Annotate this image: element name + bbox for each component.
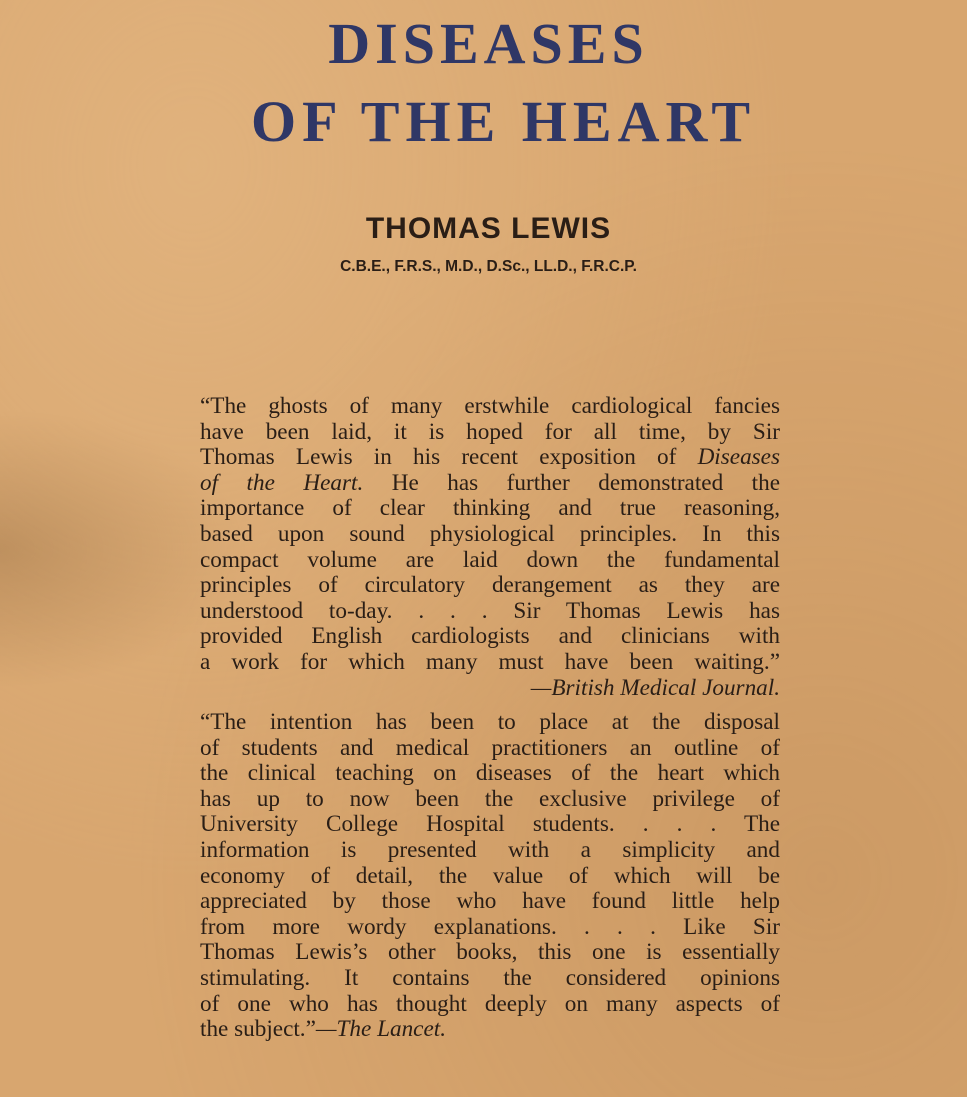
review-line: has up to now been the exclusive privilege of <box>200 785 780 812</box>
review-italic-title: Diseases <box>697 444 780 471</box>
review-line: stimulating. It contains the considered opinions <box>200 964 780 991</box>
review-italic-title: of the Heart. <box>200 469 364 496</box>
review-line: have been laid, it is hoped for all time, by Sir <box>200 418 780 445</box>
review-line: economy of detail, the value of which will be <box>200 862 780 889</box>
review-text: the subject.” <box>200 1016 316 1043</box>
review-source: —The Lancet. <box>315 1016 447 1043</box>
review-line: “The ghosts of many erstwhile cardiological fancies <box>200 393 780 419</box>
review-line: appreciated by those who have found little help <box>200 888 780 915</box>
review-line: the clinical teaching on diseases of the heart which <box>200 760 780 787</box>
review-line <box>200 445 780 471</box>
review-line: of students and medical practitioners an outline of <box>200 734 780 761</box>
review-source: —British Medical Journal. <box>530 674 780 701</box>
review-line: understood to-day. . . . Sir Thomas Lewis has <box>200 597 780 624</box>
review-line: importance of clear thinking and true reasoning, <box>200 495 780 522</box>
review-line: a work for which many must have been waiting.” <box>200 648 780 675</box>
review-line: based upon sound physiological principles. In this <box>200 520 780 547</box>
review-line: Thomas Lewis’s other books, this one is essentially <box>200 939 780 966</box>
review-line: information is presented with a simplicity and <box>200 836 780 863</box>
author-credentials: C.B.E., F.R.S., M.D., D.Sc., LL.D., F.R.C.P. <box>340 258 637 275</box>
review-line: compact volume are laid down the fundamental <box>200 546 780 573</box>
review-line: principles of circulatory derangement as they are <box>200 572 780 599</box>
review-line <box>200 1017 780 1043</box>
review-text: Thomas Lewis in his recent exposition of <box>200 444 677 471</box>
review-the-lancet <box>200 710 780 1043</box>
review-line <box>200 471 780 497</box>
review-text: He has further demonstrated the <box>363 469 780 496</box>
book-title-line-2: OF THE HEART <box>250 89 757 154</box>
book-title-line-1: DISEASES <box>328 11 649 76</box>
author-name: THOMAS LEWIS <box>365 212 612 245</box>
review-line: University College Hospital students. . . . The <box>200 811 780 838</box>
review-line: of one who has thought deeply on many aspects of <box>200 990 780 1017</box>
review-british-medical-journal <box>200 394 780 701</box>
review-line: from more wordy explanations. . . . Like Sir <box>200 913 780 940</box>
review-line: “The intention has been to place at the disposal <box>200 709 780 735</box>
review-line: provided English cardiologists and clinicians with <box>200 623 780 650</box>
